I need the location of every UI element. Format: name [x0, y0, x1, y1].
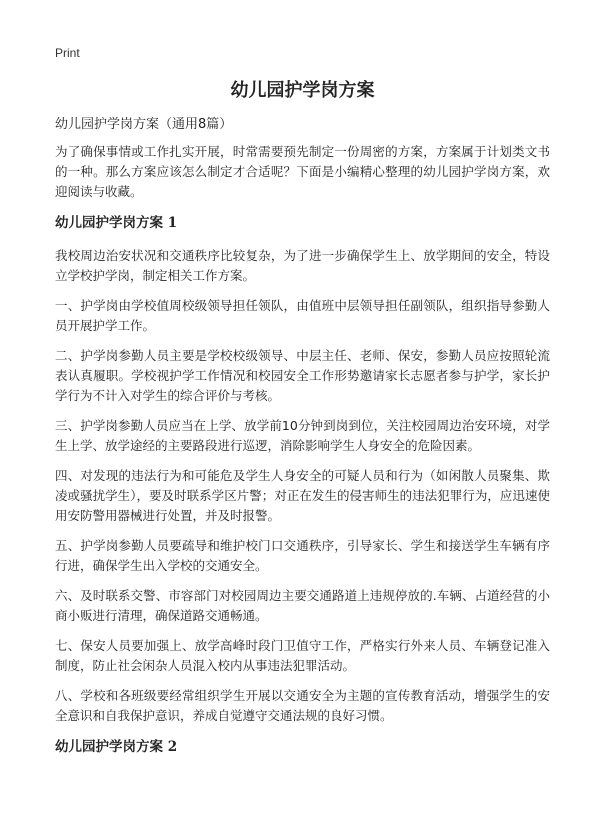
- section-heading: 幼儿园护学岗方案 2: [55, 739, 178, 755]
- section-paragraph: 三、护学岗参勤人员应当在上学、放学前10分钟到岗到位，关注校园周边治安环境，对学生上学、放学途经的主要路段进行巡逻，消除影响学生人身安全的危险因素。: [55, 418, 550, 453]
- section-paragraph: 七、保安人员要加强上、放学高峰时段门卫值守工作，严格实行外来人员、车辆登记准入制度，防止社会闲杂人员混入校内从事违法犯罪活动。: [55, 638, 550, 673]
- section-heading: 幼儿园护学岗方案 1: [55, 215, 178, 231]
- section-paragraph: 我校周边治安状况和交通秩序比较复杂，为了进一步确保学生上、放学期间的安全，特设立学校护学岗，制定相关工作方案。: [55, 248, 550, 283]
- section-paragraph: 五、护学岗参勤人员要疏导和维护校门口交通秩序，引导家长、学生和接送学生车辆有序行进，确保学生出入学校的交通安全。: [55, 538, 550, 573]
- section-paragraph: 二、护学岗参勤人员主要是学校校级领导、中层主任、老师、保安，参勤人员应按照轮流表认真履职。学校视护学工作情况和校园安全工作形势邀请家长志愿者参与护学，家长护学行为不计入对学生的综合评价与考核。: [55, 348, 550, 403]
- document-title: 幼儿园护学岗方案: [230, 80, 375, 101]
- section-paragraph: 六、及时联系交警、市容部门对校园周边主要交通路道上违规停放的.车辆、占道经营的小商小贩进行清理，确保道路交通畅通。: [55, 588, 550, 623]
- section-paragraph: 四、对发现的违法行为和可能危及学生人身安全的可疑人员和行为（如闲散人员聚集、欺凌或骚扰学生），要及时联系学区片警；对正在发生的侵害师生的违法犯罪行为，应迅速使用安防警用器械进行处置，并及时报警。: [55, 468, 550, 523]
- intro-paragraph: 为了确保事情或工作扎实开展，时常需要预先制定一份周密的方案，方案属于计划类文书的一种。那么方案应该怎么制定才合适呢？下面是小编精心整理的幼儿园护学岗方案，欢迎阅读与收藏。: [55, 144, 550, 199]
- document-subtitle: 幼儿园护学岗方案（通用8篇）: [55, 117, 233, 132]
- document-body: [55, 80, 550, 770]
- section-paragraph: 一、护学岗由学校值周校级领导担任领队，由值班中层领导担任副领队，组织指导参勤人员开展护学工作。: [55, 298, 550, 333]
- section-paragraph: 八、学校和各班级要经常组织学生开展以交通安全为主题的宣传教育活动，增强学生的安全意识和自我保护意识，养成自觉遵守交通法规的良好习惯。: [55, 688, 550, 723]
- print-link[interactable]: Print: [55, 46, 80, 60]
